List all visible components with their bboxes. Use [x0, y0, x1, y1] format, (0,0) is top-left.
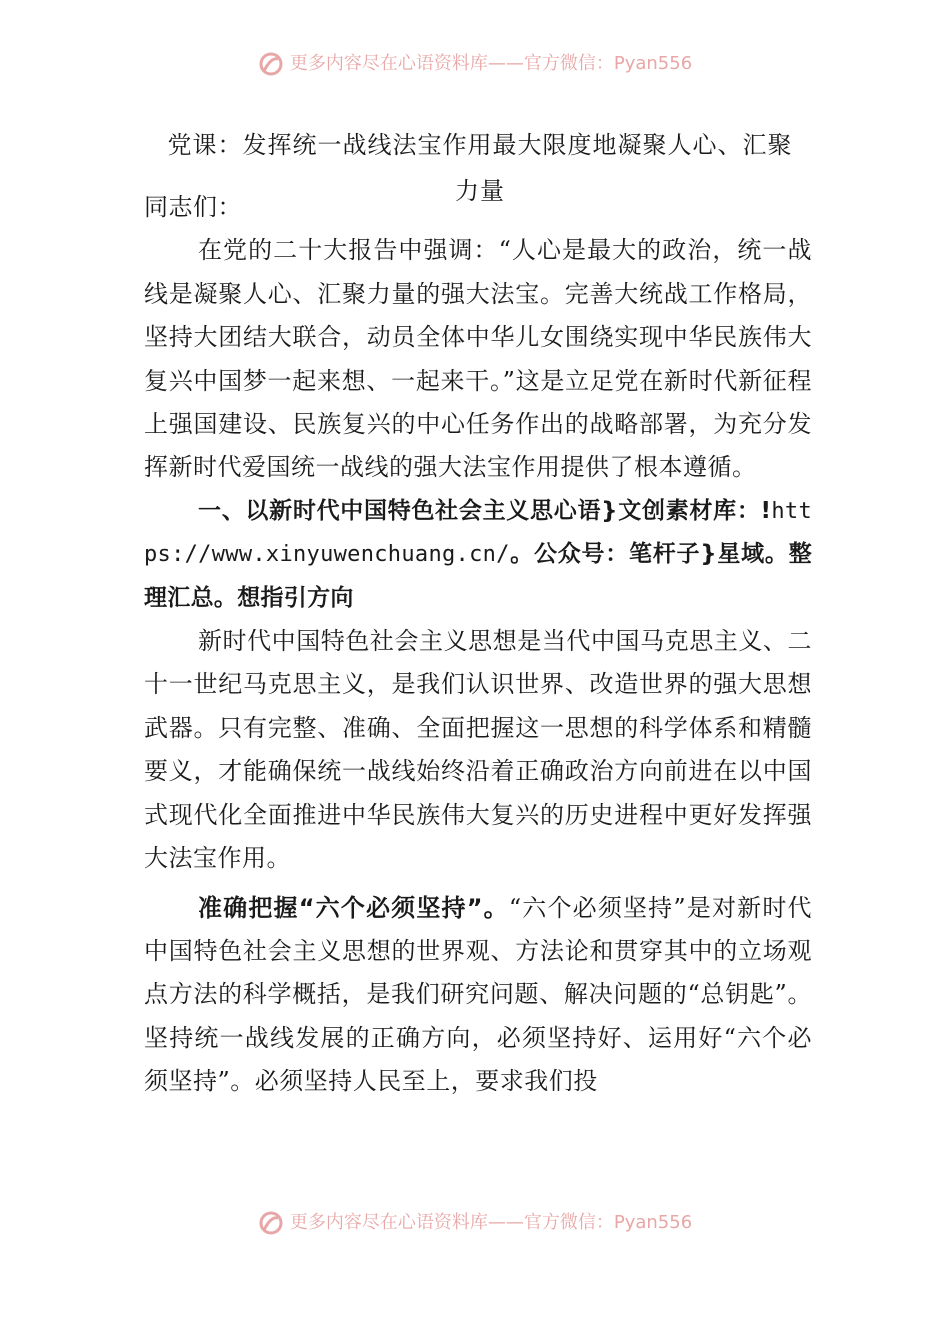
- paragraph-six-musts: [144, 887, 812, 1104]
- watermark-top: [0, 44, 950, 84]
- section-heading-1: [144, 490, 812, 620]
- paragraph-thought: 新时代中国特色社会主义思想是当代中国马克思主义、二十一世纪马克思主义，是我们认识世界、改造世界的强大思想武器。只有完整、准确、全面把握这一思想的科学体系和精髓要义，才能确保统一战线始终沿着正确政治方向前进在以中国式现代化全面推进中华民族伟大复兴的历史进程中更好发挥强大法宝作用。: [144, 627, 812, 873]
- watermark-logo-icon: [258, 51, 284, 77]
- paragraph-lead-bold: 准确把握“六个必须坚持”。: [198, 893, 509, 922]
- heading-text-part-1: 一、以新时代中国特色社会主义思心语}文创素材库：!: [198, 497, 772, 524]
- watermark-bottom: [0, 1203, 950, 1243]
- watermark-text: 更多内容尽在心语资料库——官方微信：Pyan556: [289, 53, 693, 74]
- heading-text-part-2: 。公众号：笔杆子}星域。整理汇总。想指引方向: [144, 541, 812, 611]
- title-line-1: 党课：发挥统一战线法宝作用最大限度地凝聚人心、汇聚: [167, 131, 793, 159]
- heading-url: https://www.xinyuwenchuang.cn/: [144, 498, 812, 568]
- salutation: 同志们：: [144, 193, 242, 221]
- title-line-2: 力量: [455, 177, 505, 205]
- watermark-text: 更多内容尽在心语资料库——官方微信：Pyan556: [289, 1212, 693, 1233]
- paragraph-intro: 在党的二十大报告中强调：“人心是最大的政治，统一战线是凝聚人心、汇聚力量的强大法宝。完善大统战工作格局，坚持大团结大联合，动员全体中华儿女围绕实现中华民族伟大复兴中国梦一起来想、一起来干。”这是立足党在新时代新征程上强国建设、民族复兴的中心任务作出的战略部署，为充分发挥新时代爱国统一战线的强大法宝作用提供了根本遵循。: [144, 236, 812, 482]
- paragraph-rest: “六个必须坚持”是对新时代中国特色社会主义思想的世界观、方法论和贯穿其中的立场观点方法的科学概括，是我们研究问题、解决问题的“总钥匙”。坚持统一战线发展的正确方向，必须坚持好、运用好“六个必须坚持”。必须坚持人民至上，要求我们投: [144, 893, 812, 1096]
- document-body: [144, 186, 812, 1104]
- watermark-logo-icon: [258, 1210, 284, 1236]
